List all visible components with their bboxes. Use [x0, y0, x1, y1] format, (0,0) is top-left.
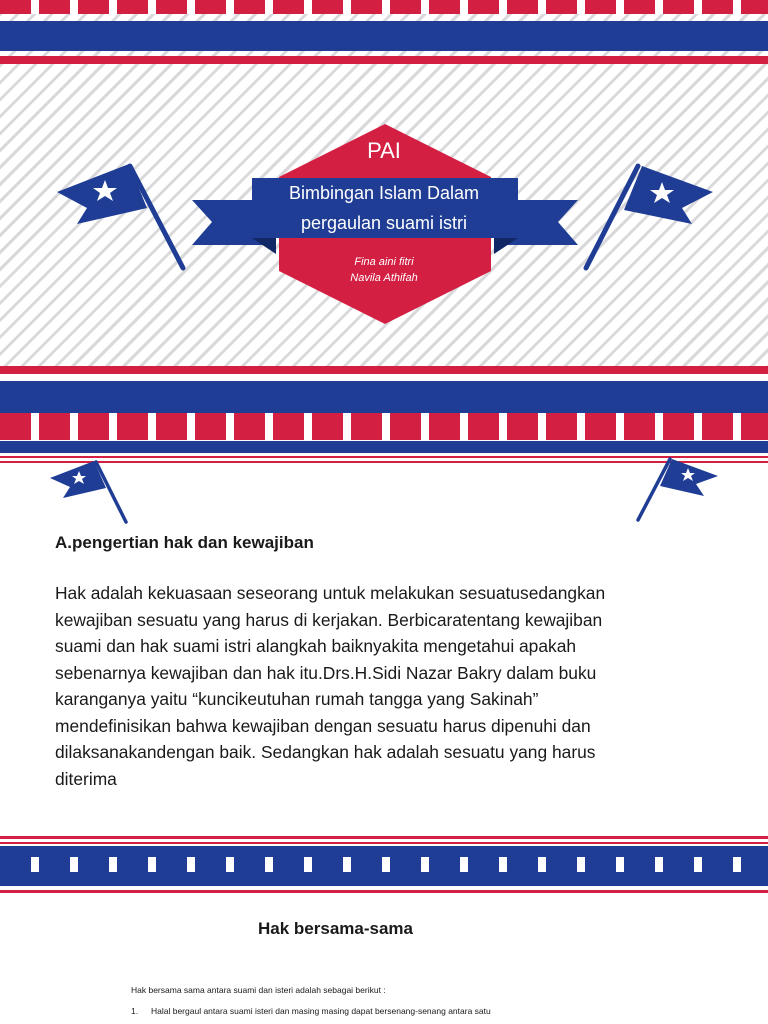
mid-navy-line	[0, 441, 768, 453]
cover-title-line1: Bimbingan Islam Dalam	[288, 183, 480, 203]
top-red-line	[0, 56, 768, 64]
section-b-intro: Hak bersama sama antara suami dan isteri adalah sebagai berikut :	[131, 985, 386, 995]
paragraph-line: kewajiban sesuatu yang harus di kerjakan. Berbicaratentang kewajiban	[55, 609, 603, 630]
lower-navy-checker	[0, 857, 768, 872]
flag-icon-page-right	[630, 456, 720, 524]
lower-navy-band-2	[0, 872, 768, 886]
cover-author-1: Fina aini fitri	[354, 256, 414, 268]
lower-red-thin-3	[0, 890, 768, 893]
list-item-text: Halal bergaul antara suami isteri dan masing masing dapat bersenang-senang antara satu	[151, 1006, 491, 1016]
cover-subject: PAI	[367, 138, 401, 163]
list-item-number: 1.	[131, 1006, 139, 1016]
mid-navy-band	[0, 381, 768, 413]
lower-red-thin-1	[0, 836, 768, 839]
mid-red-checker	[0, 413, 768, 440]
lower-red-thin-2	[0, 842, 768, 844]
cover-title-line2: pergaulan suami istri	[300, 213, 468, 233]
flag-icon-cover-left	[55, 160, 190, 272]
section-a-paragraph	[55, 580, 735, 792]
paragraph-line: sebenarnya kewajiban dan hak itu.Drs.H.Sidi Nazar Bakry dalam buku	[55, 662, 597, 683]
section-b-heading: Hak bersama-sama	[258, 919, 413, 938]
cover-author-2: Navila Athifah	[350, 272, 418, 284]
section-a-heading: A.pengertian hak dan kewajiban	[55, 533, 314, 552]
mid-red-line	[0, 366, 768, 374]
flag-icon-cover-right	[580, 162, 715, 274]
flag-icon-page-left	[48, 458, 133, 526]
paragraph-line: karanganya yaitu “kuncikeutuhan rumah tangga yang Sakinah”	[55, 689, 539, 709]
top-navy-band	[0, 21, 768, 51]
paragraph-line: mendefinisikan bahwa kewajiban dengan sesuatu harus dipenuhi dan	[55, 715, 591, 736]
paragraph-line: Hak adalah kekuasaan seseorang untuk melakukan sesuatusedangkan	[55, 583, 606, 603]
lower-navy-band	[0, 846, 768, 857]
paragraph-line: dilaksanakandengan baik. Sedangkan hak adalah sesuatu yang harus	[55, 742, 596, 762]
paragraph-line: suami dan hak suami istri alangkah baiknyakita mengetahui apakah	[55, 636, 577, 656]
top-red-checker	[0, 0, 768, 14]
paragraph-line: diterima	[55, 768, 117, 789]
